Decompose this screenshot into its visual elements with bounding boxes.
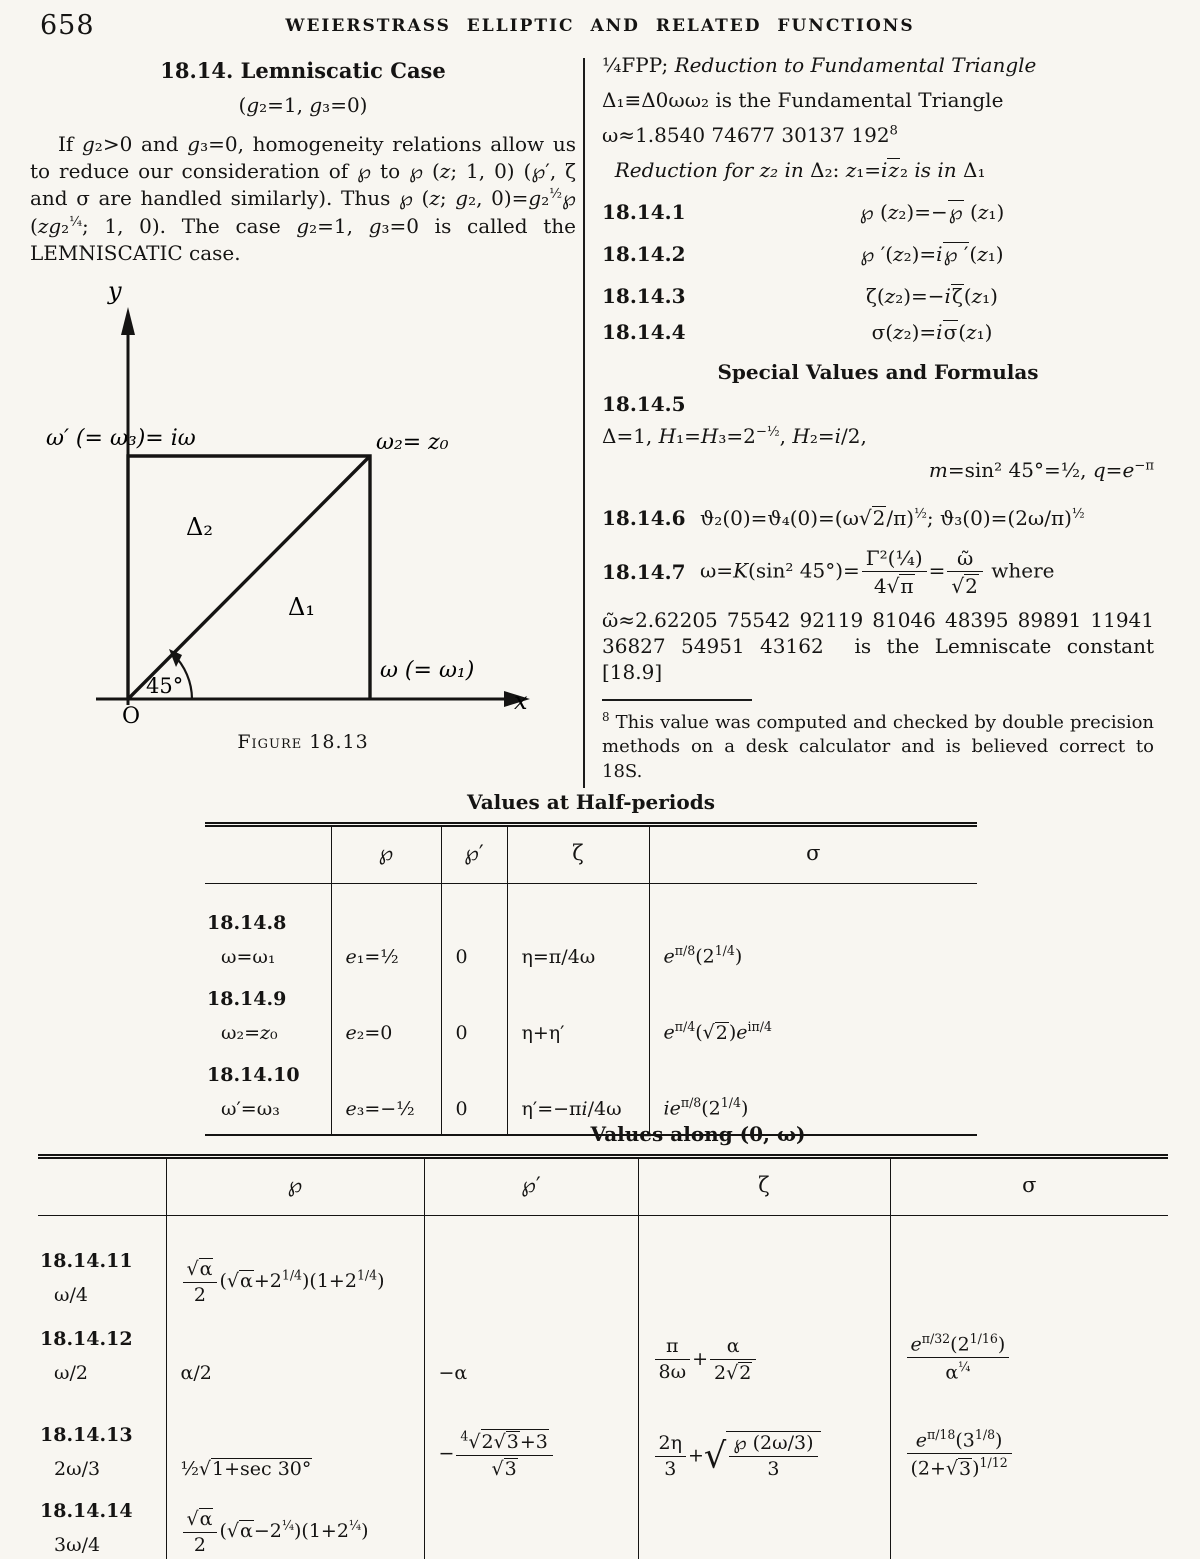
table2-header-row [38,1157,1168,1216]
running-head: WEIERSTRASS ELLIPTIC AND RELATED FUNCTIONS [285,16,915,36]
equation-number: 18.14.4 [602,320,686,344]
table2 [38,1154,1168,1559]
equation-formula [700,547,1154,597]
equation-number: 18.14.1 [602,200,686,224]
equation-formula: ζ(z₂)=−iζ(z₁) [866,284,998,308]
cell-pprime: 0 [441,982,507,1058]
equation-18-14-4 [602,319,1154,345]
table1-title: Values at Half-periods [467,790,715,814]
cell-p: $\frac{√\alpha}{2}$ $(√\alpha-2^{\frac{1}{4}})(1+2^{\frac{1}{4}})$ [166,1494,424,1559]
lemniscate-constant: ῶ≈2.62205 75542 92119 81046 48395 89891 11941 36827 54951 43162 is the Lemniscate constant [18.9] [602,608,1154,684]
cell-zeta: $\frac{\pi}{8\omega}$ + $\frac{\alpha}{2√2}$ [638,1320,890,1398]
equation-18-14-5 [602,391,1154,483]
footnote-rule [602,699,752,701]
table2-header-p: ℘ [166,1157,424,1216]
reduction-line: Reduction for z₂ in Δ₂: z₁=iz₂ is in Δ₁ [614,158,986,182]
cell-sigma: $e^{\pi/4}(√2)e^{i\pi/4}$ [649,982,977,1058]
table1-header-blank [205,825,331,884]
cell-p: $\frac{√\alpha}{2}$ $(√\alpha+2^{1/4})(1+2^{1/4})$ [166,1216,424,1320]
eq7-where: where [991,558,1055,583]
omega2-label: ω₂= z₀ [376,429,449,455]
figure-18-13 [30,273,576,753]
eq7-equals: = [928,558,946,583]
table2-header-sigma: σ [890,1157,1168,1216]
fundamental-triangle-line: Δ₁≡Δ0ωω₂ is the Fundamental Triangle [602,88,1004,112]
section-title: 18.14. Lemniscatic Case [160,58,446,83]
equation-number: 18.14.2 [602,242,686,266]
row-label: 18.14.8 ω=ω₁ [207,911,287,968]
table2-header-pprime: ℘′ [424,1157,638,1216]
diagonal [128,456,370,699]
cell-p: ½√1+sec 30° [166,1398,424,1494]
equation-number: 18.14.6 [602,506,686,530]
cell-pprime [424,1216,638,1320]
eq7-lhs: ω=K(sin² 45°)= [700,558,860,583]
table-row [38,1494,1168,1559]
intro-paragraph: If g₂>0 and g₃=0, homogeneity relations allow us to reduce our consideration of ℘ to ℘ (z; 1, 0) (℘′, ζ and σ are handled similarly). Thus ℘ (z; g₂, 0)=g₂$^{\frac{1}{2}}$℘ (zg₂$^{\frac{1}{4}}$; 1, 0). The case g₂=1, g₃=0 is called the LEMNISCATIC case. [30,132,576,265]
cell-zeta: η=π/4ω [507,884,649,982]
row-label: 18.14.14 3ω/4 [40,1499,133,1556]
column-divider [583,58,585,788]
cell-p: e₃=−½ [331,1058,441,1135]
cell-zeta: $\frac{2\eta}{3}$ +√ $\frac{℘ (2\omega/3)}{3}$ [638,1398,890,1494]
cell-sigma: $\frac{e^{\pi/18}(3^{1/8})}{(2+√3)^{1/12}}$ [890,1398,1168,1494]
equation-18-14-6 [602,505,1154,531]
table1 [205,822,977,1136]
eq7-fraction-1: $\frac{\text{Γ²(¼)}}{4√\pi}$ [862,547,927,597]
equation-number: 18.14.3 [602,284,686,308]
table-row [38,1398,1168,1494]
cell-sigma: $\frac{e^{\pi/32}(2^{1/16})}{\alpha^{\frac{1}{4}}}$ [890,1320,1168,1398]
figure-caption: Figure 18.13 [237,730,369,753]
table1-header-row [205,825,977,884]
omega-value-line: ω≈1.8540 74677 30137 $192^8$ [602,123,898,147]
table-row [38,1216,1168,1320]
y-axis-label: y [108,276,122,305]
row-label: 18.14.10 ω′=ω₃ [207,1063,300,1120]
eq7-fraction-2: $\frac{\text{ῶ}}{√2}$ [947,547,982,597]
cell-pprime: −α [424,1320,638,1398]
table-values-at-half-periods [205,790,977,1136]
table1-header-zeta: ζ [507,825,649,884]
section-subtitle: (g₂=1, g₃=0) [238,93,368,117]
equation-18-14-7 [602,547,1154,597]
cell-zeta: η+η′ [507,982,649,1058]
table-row [205,982,977,1058]
table1-header-pprime: ℘′ [441,825,507,884]
row-label: 18.14.12 ω/2 [40,1327,133,1384]
table-values-along-0-omega [38,1122,1168,1559]
table2-header-blank [38,1157,166,1216]
cell-zeta: η′=−πi/4ω [507,1058,649,1135]
cell-p: e₂=0 [331,982,441,1058]
table1-header-sigma: σ [649,825,977,884]
right-column [602,52,1154,784]
row-label: 18.14.9 ω₂=z₀ [207,987,287,1044]
equation-formula: σ(z₂)=iσ(z₁) [871,320,993,344]
cell-sigma [890,1494,1168,1559]
cell-zeta [638,1216,890,1320]
equation-number: 18.14.5 [602,392,686,416]
y-axis-arrowhead [121,307,135,335]
x-axis-label: x [514,686,528,715]
equation-formula: ℘ (z₂)=−℘ (z₁) [859,200,1005,224]
cell-p: α/2 [166,1320,424,1398]
cell-sigma [890,1216,1168,1320]
equation-formula: Δ=1, $H_1=H_3=2^{-\frac{1}{2}}$, H₂=i/2, [602,424,867,448]
cell-pprime: − $\frac{^4√2√3+3}{√3}$ [424,1398,638,1494]
equation-18-14-1 [602,199,1154,225]
table2-title: Values along (0, ω) [590,1122,806,1146]
table-row [205,884,977,982]
equation-formula-continued: m=sin² 45°=½, $q=e^{-\pi}$ [928,458,1154,482]
cell-p: e₁=½ [331,884,441,982]
equation-18-14-2 [602,241,1154,267]
table-row [38,1320,1168,1398]
row-label: 18.14.11 ω/4 [40,1249,133,1306]
footnote: $^8$ This value was computed and checked by double precision methods on a desk calculator and is believed correct to 18S. [602,710,1154,782]
equation-formula: $ϑ_2(0)=ϑ_4(0)=(\omega√2/\pi)^{\frac{1}{2}}$; $ϑ_3(0)=(2\omega/\pi)^{\frac{1}{2}}$ [700,506,1085,530]
cell-pprime [424,1494,638,1559]
special-values-heading: Special Values and Formulas [717,360,1039,384]
equation-number: 18.14.7 [602,560,686,584]
delta1-label: Δ₁ [288,592,315,621]
cell-sigma: $ie^{\pi/8}(2^{1/4})$ [649,1058,977,1135]
left-column [30,52,576,753]
origin-label: O [122,703,141,725]
equation-formula: ℘ ′(z₂)=i℘ ′(z₁) [860,242,1004,266]
delta2-label: Δ₂ [186,512,213,541]
fpp-line: ¼FPP; Reduction to Fundamental Triangle [602,53,1037,77]
equation-18-14-3 [602,283,1154,309]
cell-pprime: 0 [441,884,507,982]
table1-header-p: ℘ [331,825,441,884]
table2-header-zeta: ζ [638,1157,890,1216]
angle-label: 45° [146,673,184,698]
row-label: 18.14.13 2ω/3 [40,1423,133,1480]
cell-pprime: 0 [441,1058,507,1135]
omega-prime-label: ω′ (= ω₃)= iω [46,425,196,451]
cell-zeta [638,1494,890,1559]
page-number: 658 [40,10,95,41]
omega1-label: ω (= ω₁) [380,657,475,683]
lemniscatic-lattice-diagram [30,273,576,725]
cell-sigma: $e^{\pi/8}(2^{1/4})$ [649,884,977,982]
